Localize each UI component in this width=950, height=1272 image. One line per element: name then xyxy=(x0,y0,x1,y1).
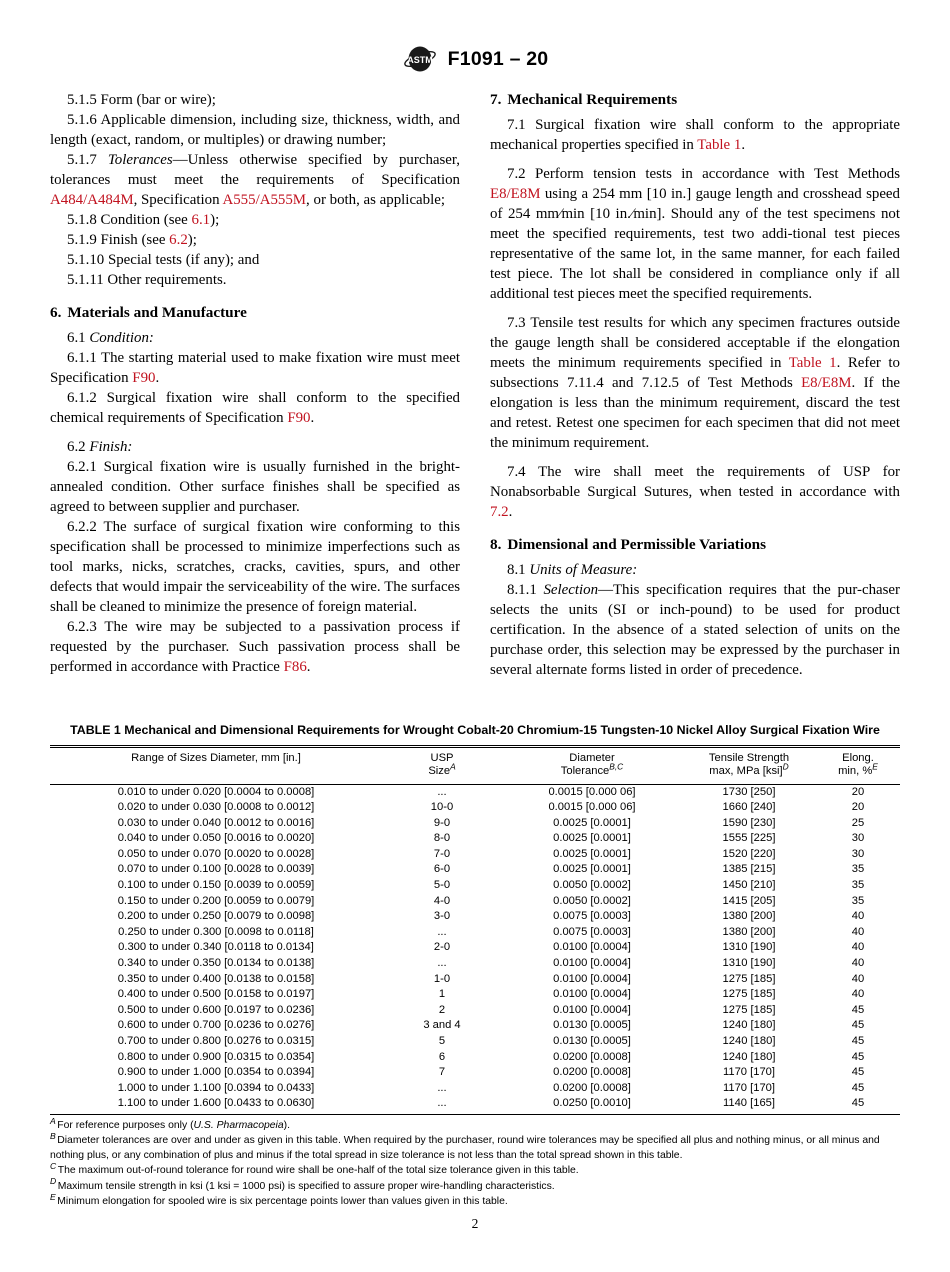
table-body xyxy=(50,784,900,1114)
table-cell-r11-c2: 0.0100 [0.0004] xyxy=(553,957,631,970)
table-cell-r20-c4: 45 xyxy=(851,1097,865,1110)
table-row xyxy=(50,816,900,832)
table-cell-r20-c3: 1140 [165] xyxy=(722,1097,776,1110)
p-5-1-6: 5.1.6 Applicable dimension, including size, thickness, width, and length (exact, random, or multiples) or drawing number; xyxy=(50,112,460,148)
footnote-E: $^E$ Minimum elongation for spooled wire is six percentage points lower than values given in this table. xyxy=(50,1191,508,1207)
table-cell-r6-c3: 1450 [210] xyxy=(722,879,776,892)
table-cell-r14-c0: 0.500 to under 0.600 [0.0197 to 0.0236] xyxy=(117,1003,315,1016)
p-6-2-3: 6.2.3 The wire may be subjected to a passivation process if requested by the purchaser. Such passivation process shall be performed in accordance with Practice F86. xyxy=(50,619,460,675)
table-cell-r2-c0: 0.030 to under 0.040 [0.0012 to 0.0016] xyxy=(117,816,315,829)
table-row xyxy=(50,1065,900,1081)
table-cell-r16-c2: 0.0130 [0.0005] xyxy=(553,1035,631,1047)
table-cell-r4-c1: 7-0 xyxy=(433,847,451,860)
table-cell-r15-c3: 1240 [180] xyxy=(722,1019,776,1032)
table-header-row xyxy=(50,748,900,785)
table-1-title: TABLE 1 Mechanical and Dimensional Requirements for Wrought Cobalt-20 Chromium-15 Tungsten-10 Nickel Alloy Surgical Fixation Wire xyxy=(70,723,880,737)
p-6-1-1: 6.1.1 The starting material used to make fixation wire must meet Specification F90. xyxy=(50,350,460,386)
paragraph-list-5 xyxy=(50,90,460,290)
table-cell-r12-c3: 1275 [185] xyxy=(722,972,776,985)
table-column-header-4: Elong. min, %$^E$ xyxy=(816,748,900,785)
table-cell-r20-c2: 0.0250 [0.0010] xyxy=(553,1097,631,1110)
p-6-1-2: 6.1.2 Surgical fixation wire shall conform to the specified chemical requirements of Specification F90. xyxy=(50,390,460,426)
table-row xyxy=(50,1003,900,1019)
table-cell-r16-c3: 1240 [180] xyxy=(722,1035,776,1047)
table-row xyxy=(50,1081,900,1097)
table-cell-r20-c1: ... xyxy=(437,1097,447,1110)
table-row xyxy=(50,972,900,988)
p-8-1: 8.1 Units of Measure: xyxy=(507,562,638,578)
table-row xyxy=(50,800,900,816)
footnote-D: $^D$ Maximum tensile strength in ksi (1 ksi = 1000 psi) is specified to assure proper wire-handling characteristics. xyxy=(50,1176,555,1192)
table-cell-r10-c4: 40 xyxy=(851,941,865,954)
table-cell-r4-c0: 0.050 to under 0.070 [0.0020 to 0.0028] xyxy=(117,847,315,860)
p-5-1-7: 5.1.7 Tolerances—Unless otherwise specified by purchaser, tolerances must meet the requirements of Specification A484/A484M, Specification A555/A555M, or both, as applicable; xyxy=(50,152,460,208)
table-cell-r2-c1: 9-0 xyxy=(433,816,451,829)
table-cell-r7-c0: 0.150 to under 0.200 [0.0059 to 0.0079] xyxy=(117,894,315,907)
table-cell-r11-c3: 1310 [190] xyxy=(722,957,776,970)
table-cell-r12-c0: 0.350 to under 0.400 [0.0138 to 0.0158] xyxy=(117,972,315,985)
p-8-1-1: 8.1.1 Selection—This specification requires that the pur-chaser selects the units (SI or inch-pound) to be used for product certification. In the absence of a stated selection of units on the purchase order, this selection may be expressed by the purchaser in several alternate forms listed in order of precedence. xyxy=(490,582,900,678)
table-cell-r19-c4: 45 xyxy=(851,1081,865,1094)
table-row xyxy=(50,1018,900,1034)
table-cell-r0-c4: 20 xyxy=(851,785,865,798)
table-cell-r0-c3: 1730 [250] xyxy=(722,785,776,798)
right-column xyxy=(490,90,900,680)
table-cell-r10-c3: 1310 [190] xyxy=(722,941,776,954)
section-7-title: Mechanical Requirements xyxy=(507,91,678,108)
table-cell-r4-c4: 30 xyxy=(851,847,865,860)
table-cell-r7-c1: 4-0 xyxy=(433,894,451,907)
table-cell-r0-c2: 0.0015 [0.000 06] xyxy=(548,785,636,798)
table-cell-r6-c1: 5-0 xyxy=(433,879,451,892)
table-cell-r11-c1: ... xyxy=(437,957,447,970)
table-cell-r2-c4: 25 xyxy=(851,816,865,829)
table-cell-r19-c3: 1170 [170] xyxy=(722,1081,776,1094)
table-cell-r17-c2: 0.0200 [0.0008] xyxy=(553,1050,631,1063)
table-column-header-0: Range of Sizes Diameter, mm [in.] xyxy=(50,748,382,785)
section-8-number: 8. xyxy=(490,536,502,553)
table-cell-r12-c4: 40 xyxy=(851,972,865,985)
table-cell-r15-c2: 0.0130 [0.0005] xyxy=(553,1019,631,1032)
table-cell-r5-c2: 0.0025 [0.0001] xyxy=(553,863,631,876)
table-1-block xyxy=(50,722,900,1210)
table-cell-r3-c4: 30 xyxy=(851,832,865,845)
table-cell-r1-c2: 0.0015 [0.000 06] xyxy=(548,801,636,814)
table-cell-r4-c2: 0.0025 [0.0001] xyxy=(553,847,631,860)
table-cell-r5-c4: 35 xyxy=(851,863,865,876)
table-cell-r5-c3: 1385 [215] xyxy=(722,863,776,876)
table-cell-r11-c0: 0.340 to under 0.350 [0.0134 to 0.0138] xyxy=(117,957,315,970)
table-cell-r1-c3: 1660 [240] xyxy=(722,801,776,814)
table-cell-r20-c0: 1.100 to under 1.600 [0.0433 to 0.0630] xyxy=(117,1097,315,1110)
table-cell-r2-c2: 0.0025 [0.0001] xyxy=(553,816,631,829)
table-cell-r6-c2: 0.0050 [0.0002] xyxy=(553,879,631,892)
left-column xyxy=(50,90,460,677)
table-row xyxy=(50,831,900,847)
table-cell-r3-c2: 0.0025 [0.0001] xyxy=(553,832,631,845)
table-row xyxy=(50,940,900,956)
table-cell-r9-c0: 0.250 to under 0.300 [0.0098 to 0.0118] xyxy=(118,925,314,938)
table-cell-r4-c3: 1520 [220] xyxy=(722,847,776,860)
footnote-C: $^C$ The maximum out-of-round tolerance for round wire shall be one-half of the total size tolerance given in this table. xyxy=(50,1160,579,1177)
table-cell-r9-c2: 0.0075 [0.0003] xyxy=(553,925,631,938)
astm-logo-icon xyxy=(402,44,438,74)
table-cell-r18-c3: 1170 [170] xyxy=(722,1066,776,1079)
section-8-title: Dimensional and Permissible Variations xyxy=(507,536,767,553)
table-footnotes xyxy=(50,1115,900,1209)
svg-text:ASTM: ASTM xyxy=(406,55,433,65)
section-heading-8 xyxy=(490,535,900,555)
table-cell-r14-c1: 2 xyxy=(438,1003,446,1016)
table-cell-r19-c2: 0.0200 [0.0008] xyxy=(553,1081,631,1094)
table-cell-r10-c2: 0.0100 [0.0004] xyxy=(553,941,631,954)
table-cell-r7-c2: 0.0050 [0.0002] xyxy=(553,894,631,907)
table-cell-r7-c3: 1415 [205] xyxy=(722,894,776,907)
p-5-1-5: 5.1.5 Form (bar or wire); xyxy=(67,92,216,108)
footnote-B: $^B$ Diameter tolerances are over and under as given in this table. When required by the purchaser, round wire tolerances may be specified all plus and nothing minus, or all minus and nothing plus, or any combination of plus and minus if the total spread in size tolerance is not less than the total spread shown in this table. xyxy=(50,1130,880,1161)
table-row xyxy=(50,847,900,863)
p-7-2: 7.2 Perform tension tests in accordance with Test Methods E8/E8M using a 254 mm [10 in.] gauge length and crosshead speed of 254 mm⁄min [10 in.⁄min]. Should any of the test specimens not meet the specified requirements, test two addi-tional test pieces representative of the same lot, in the same manner, for each failed test piece. The lot shall be considered in compliance only if all additional test pieces meet the specified requirements. xyxy=(490,166,900,302)
table-cell-r3-c1: 8-0 xyxy=(433,832,451,845)
table-cell-r12-c1: 1-0 xyxy=(433,972,451,985)
p-6-1: 6.1 Condition: xyxy=(67,330,154,346)
table-bottom-rule xyxy=(50,1114,900,1115)
table-row xyxy=(50,987,900,1003)
table-cell-r6-c4: 35 xyxy=(851,879,865,892)
table-cell-r18-c0: 0.900 to under 1.000 [0.0354 to 0.0394] xyxy=(117,1066,315,1079)
table-row xyxy=(50,1050,900,1066)
table-cell-r8-c1: 3-0 xyxy=(433,910,451,923)
table-cell-r17-c3: 1240 [180] xyxy=(722,1050,776,1063)
table-cell-r13-c2: 0.0100 [0.0004] xyxy=(553,988,631,1001)
table-cell-r17-c1: 6 xyxy=(438,1050,446,1063)
p-5-1-10: 5.1.10 Special tests (if any); and xyxy=(67,252,260,268)
page-header xyxy=(0,44,950,74)
paragraph-list-8 xyxy=(490,560,900,680)
table-cell-r17-c0: 0.800 to under 0.900 [0.0315 to 0.0354] xyxy=(117,1050,315,1063)
table-row xyxy=(50,784,900,800)
table-cell-r19-c1: ... xyxy=(437,1081,447,1094)
table-row xyxy=(50,909,900,925)
table-cell-r14-c4: 45 xyxy=(851,1003,865,1016)
p-7-4: 7.4 The wire shall meet the requirements of USP for Nonabsorbable Surgical Sutures, when tested in accordance with 7.2. xyxy=(490,464,900,520)
table-cell-r16-c1: 5 xyxy=(438,1035,446,1047)
section-7-number: 7. xyxy=(490,91,502,108)
table-cell-r3-c3: 1555 [225] xyxy=(722,832,776,845)
table-cell-r5-c0: 0.070 to under 0.100 [0.0028 to 0.0039] xyxy=(117,863,315,876)
table-row xyxy=(50,1096,900,1114)
table-cell-r0-c0: 0.010 to under 0.020 [0.0004 to 0.0008] xyxy=(117,785,315,798)
table-cell-r0-c1: ... xyxy=(437,785,447,798)
table-cell-r10-c0: 0.300 to under 0.340 [0.0118 to 0.0134] xyxy=(118,941,314,954)
body-columns xyxy=(50,90,900,690)
table-cell-r9-c3: 1380 [200] xyxy=(722,925,776,938)
table-cell-r5-c1: 6-0 xyxy=(433,863,451,876)
page-number: 2 xyxy=(471,1216,479,1231)
table-row xyxy=(50,1034,900,1050)
table-cell-r9-c4: 40 xyxy=(851,925,865,938)
table-column-header-1: USP Size$^A$ xyxy=(382,748,502,785)
table-cell-r8-c0: 0.200 to under 0.250 [0.0079 to 0.0098] xyxy=(117,910,315,923)
table-row xyxy=(50,862,900,878)
section-6-number: 6. xyxy=(50,304,62,321)
table-cell-r15-c4: 45 xyxy=(851,1019,865,1032)
section-6-title: Materials and Manufacture xyxy=(67,304,247,321)
table-row xyxy=(50,878,900,894)
table-cell-r16-c0: 0.700 to under 0.800 [0.0276 to 0.0315] xyxy=(117,1035,315,1047)
p-6-2-1: 6.2.1 Surgical fixation wire is usually furnished in the bright-annealed condition. Other surface finishes shall be specified as agreed to between supplier and purchaser. xyxy=(50,459,460,515)
table-1 xyxy=(50,748,900,1114)
section-heading-7 xyxy=(490,90,900,110)
table-cell-r15-c0: 0.600 to under 0.700 [0.0236 to 0.0276] xyxy=(117,1019,315,1032)
table-cell-r12-c2: 0.0100 [0.0004] xyxy=(553,972,631,985)
table-cell-r8-c2: 0.0075 [0.0003] xyxy=(553,910,631,923)
table-cell-r17-c4: 45 xyxy=(851,1050,865,1063)
table-cell-r18-c2: 0.0200 [0.0008] xyxy=(553,1066,631,1079)
table-cell-r9-c1: ... xyxy=(437,925,447,938)
table-cell-r7-c4: 35 xyxy=(851,894,865,907)
table-cell-r14-c2: 0.0100 [0.0004] xyxy=(553,1003,631,1016)
p-5-1-11: 5.1.11 Other requirements. xyxy=(67,272,227,288)
table-cell-r13-c4: 40 xyxy=(851,988,865,1001)
table-cell-r1-c4: 20 xyxy=(851,801,865,814)
table-cell-r16-c4: 45 xyxy=(851,1035,865,1047)
p-6-2: 6.2 Finish: xyxy=(67,439,133,455)
footnote-A: $^A$ For reference purposes only (U.S. Pharmacopeia). xyxy=(50,1115,290,1131)
table-column-header-2: Diameter Tolerance$^{B,C}$ xyxy=(502,748,682,785)
table-cell-r11-c4: 40 xyxy=(851,957,865,970)
section-heading-6 xyxy=(50,303,460,323)
document-designation: F1091 – 20 xyxy=(447,47,549,70)
table-cell-r15-c1: 3 and 4 xyxy=(423,1019,461,1032)
table-cell-r3-c0: 0.040 to under 0.050 [0.0016 to 0.0020] xyxy=(117,832,315,845)
table-cell-r18-c1: 7 xyxy=(438,1066,446,1079)
table-cell-r14-c3: 1275 [185] xyxy=(722,1003,776,1016)
p-7-3: 7.3 Tensile test results for which any specimen fractures outside the gauge length shall be considered acceptable if the elongation meets the minimum requirements specified in Table 1. Refer to subsections 7.11.4 and 7.12.5 of Test Methods E8/E8M. If the elongation is less than the minimum requirement, discard the test and retest. Retest one specimen for each specimen that did not meet the minimum requirement. xyxy=(490,315,900,451)
p-7-1: 7.1 Surgical fixation wire shall conform to the appropriate mechanical properties specified in Table 1. xyxy=(490,117,900,153)
table-cell-r19-c0: 1.000 to under 1.100 [0.0394 to 0.0433] xyxy=(117,1081,315,1094)
table-cell-r13-c1: 1 xyxy=(438,988,446,1001)
table-cell-r6-c0: 0.100 to under 0.150 [0.0039 to 0.0059] xyxy=(117,879,315,892)
table-row xyxy=(50,956,900,972)
p-5-1-9: 5.1.9 Finish (see 6.2); xyxy=(67,232,197,248)
table-cell-r13-c3: 1275 [185] xyxy=(722,988,776,1001)
table-cell-r18-c4: 45 xyxy=(851,1066,865,1079)
paragraph-list-6 xyxy=(50,328,460,677)
table-row xyxy=(50,894,900,910)
table-header xyxy=(50,748,900,785)
table-column-header-3: Tensile Strength max, MPa [ksi]$^D$ xyxy=(682,748,816,785)
table-cell-r2-c3: 1590 [230] xyxy=(722,816,776,829)
table-cell-r13-c0: 0.400 to under 0.500 [0.0158 to 0.0197] xyxy=(117,988,315,1001)
table-cell-r8-c4: 40 xyxy=(851,910,865,923)
p-6-2-2: 6.2.2 The surface of surgical fixation wire conforming to this specification shall be processed to minimize imperfections such as tool marks, nicks, scratches, cracks, cavities, spurs, and other defects that would impair the serviceability of the wire. The surfaces shall be cleaned to minimize the presence of foreign material. xyxy=(50,519,460,615)
table-cell-r1-c0: 0.020 to under 0.030 [0.0008 to 0.0012] xyxy=(117,801,315,814)
table-cell-r8-c3: 1380 [200] xyxy=(722,910,776,923)
table-cell-r1-c1: 10-0 xyxy=(430,801,454,814)
paragraph-list-7 xyxy=(490,115,900,522)
p-5-1-8: 5.1.8 Condition (see 6.1); xyxy=(67,212,220,228)
table-cell-r10-c1: 2-0 xyxy=(433,941,451,954)
table-row xyxy=(50,925,900,941)
